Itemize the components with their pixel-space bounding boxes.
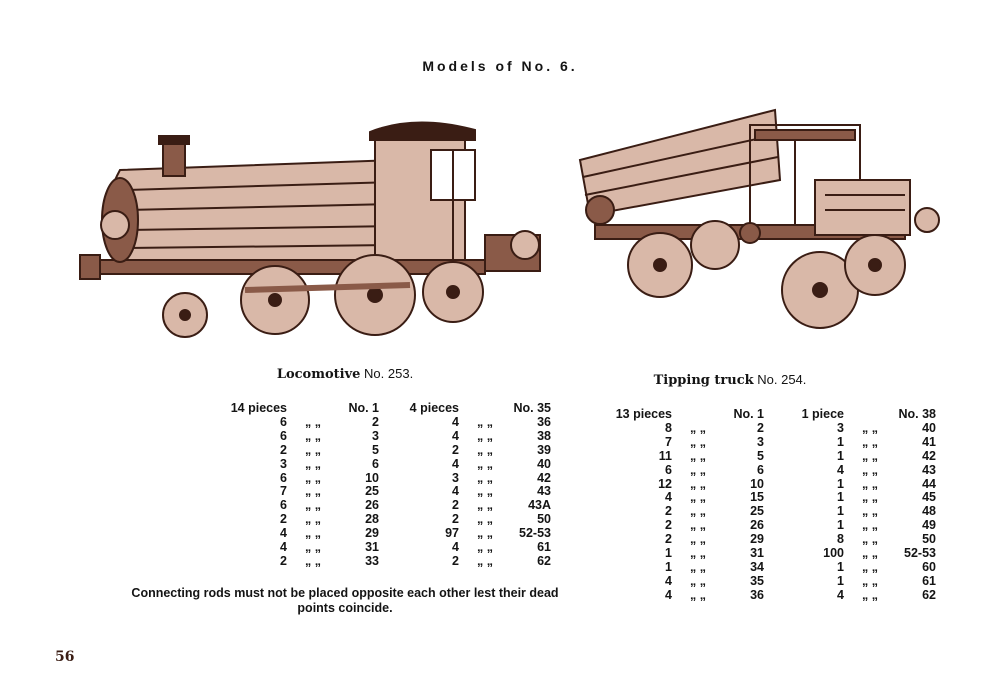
part-number: No. 38 [898, 407, 936, 421]
parts-count: 2 [452, 442, 459, 457]
parts-count: 1 piece [801, 407, 844, 421]
part-number: 36 [537, 414, 551, 429]
parts-count: 4 pieces [409, 401, 459, 415]
ditto-marks: „ „ [862, 573, 878, 588]
parts-row [610, 450, 936, 464]
part-number: 29 [365, 526, 379, 541]
ditto-marks: „ „ [690, 532, 706, 547]
ditto-marks: „ „ [690, 490, 706, 505]
parts-count: 4 [452, 540, 459, 555]
part-number: No. 35 [513, 401, 551, 415]
parts-row [225, 430, 551, 444]
locomotive-illustration [75, 110, 545, 360]
parts-count: 3 [280, 456, 287, 471]
locomotive-caption [240, 366, 450, 382]
column-gap [379, 513, 397, 527]
parts-count: 1 [665, 559, 672, 574]
parts-row [610, 464, 936, 478]
parts-row [610, 422, 936, 436]
part-number: 49 [922, 518, 936, 533]
parts-count: 4 [665, 573, 672, 588]
part-number: 50 [922, 532, 936, 547]
parts-count: 2 [452, 553, 459, 568]
tipping-truck-name: Tipping truck [653, 373, 754, 388]
column-gap [764, 505, 782, 519]
parts-count: 97 [445, 526, 459, 541]
parts-count: 7 [665, 434, 672, 449]
page-number: 56 [55, 649, 75, 665]
ditto-marks: „ „ [862, 532, 878, 547]
part-number: 26 [750, 518, 764, 533]
part-number: 15 [750, 490, 764, 505]
ditto-marks: „ „ [862, 587, 878, 602]
parts-count: 1 [837, 518, 844, 533]
parts-count: 8 [665, 420, 672, 435]
column-gap [379, 485, 397, 499]
part-number: 6 [372, 456, 379, 471]
parts-row [225, 485, 551, 499]
parts-count: 1 [837, 490, 844, 505]
part-number: 43A [528, 498, 551, 513]
parts-count: 6 [280, 498, 287, 513]
column-gap [764, 422, 782, 436]
parts-count: 4 [837, 587, 844, 602]
parts-count: 4 [452, 484, 459, 499]
column-gap [379, 499, 397, 513]
part-number: 33 [365, 553, 379, 568]
ditto-marks: „ „ [305, 540, 321, 555]
ditto-marks: „ „ [477, 484, 493, 499]
parts-count: 3 [837, 420, 844, 435]
part-number: No. 1 [348, 401, 379, 415]
column-gap [764, 533, 782, 547]
ditto-marks: „ „ [305, 428, 321, 443]
parts-count: 6 [280, 428, 287, 443]
column-gap [764, 436, 782, 450]
parts-count: 13 pieces [615, 407, 672, 421]
ditto-marks: „ „ [305, 456, 321, 471]
ditto-marks: „ „ [862, 420, 878, 435]
part-number: 25 [750, 504, 764, 519]
parts-row [610, 478, 936, 492]
parts-row [225, 499, 551, 513]
parts-count: 4 [665, 587, 672, 602]
part-number: 36 [750, 587, 764, 602]
parts-row [225, 458, 551, 472]
tipping-truck-caption [620, 372, 840, 388]
parts-count: 4 [452, 428, 459, 443]
parts-count: 2 [665, 532, 672, 547]
tipping-truck-illustration [575, 105, 940, 345]
column-gap [379, 527, 397, 541]
ditto-marks: „ „ [690, 573, 706, 588]
ditto-marks: „ „ [477, 428, 493, 443]
ditto-marks: „ „ [477, 442, 493, 457]
part-number: 3 [372, 428, 379, 443]
part-number: 3 [757, 434, 764, 449]
ditto-marks: „ „ [305, 526, 321, 541]
column-gap [379, 555, 397, 569]
column-gap [379, 402, 397, 416]
parts-count: 6 [280, 414, 287, 429]
ditto-marks: „ „ [862, 490, 878, 505]
parts-row [610, 436, 936, 450]
parts-row [225, 444, 551, 458]
ditto-marks: „ „ [862, 504, 878, 519]
parts-count: 4 [837, 462, 844, 477]
ditto-marks: „ „ [690, 504, 706, 519]
ditto-marks: „ „ [862, 448, 878, 463]
tipping-truck-number: No. 254. [757, 372, 807, 387]
parts-count: 2 [280, 553, 287, 568]
part-number: 62 [922, 587, 936, 602]
parts-count: 4 [452, 414, 459, 429]
part-number: 26 [365, 498, 379, 513]
part-number: 40 [537, 456, 551, 471]
part-number: 28 [365, 512, 379, 527]
part-number: 43 [922, 462, 936, 477]
part-number: 42 [922, 448, 936, 463]
locomotive-parts-table [225, 402, 551, 569]
parts-row [225, 402, 551, 416]
ditto-marks: „ „ [690, 546, 706, 561]
parts-count: 2 [280, 512, 287, 527]
ditto-marks: „ „ [862, 434, 878, 449]
parts-count: 1 [837, 573, 844, 588]
ditto-marks: „ „ [690, 587, 706, 602]
part-number: 41 [922, 434, 936, 449]
ditto-marks: „ „ [305, 498, 321, 513]
column-gap [764, 561, 782, 575]
ditto-marks: „ „ [477, 553, 493, 568]
column-gap [764, 519, 782, 533]
ditto-marks: „ „ [305, 470, 321, 485]
parts-count: 1 [837, 434, 844, 449]
column-gap [764, 478, 782, 492]
parts-count: 1 [837, 504, 844, 519]
parts-row [610, 491, 936, 505]
parts-count: 3 [452, 470, 459, 485]
parts-row [610, 547, 936, 561]
column-gap [379, 444, 397, 458]
column-gap [764, 408, 782, 422]
ditto-marks: „ „ [690, 420, 706, 435]
parts-count: 11 [658, 448, 672, 463]
parts-count: 2 [665, 504, 672, 519]
part-number: 52-53 [519, 526, 551, 541]
part-number: 50 [537, 512, 551, 527]
parts-row [610, 589, 936, 603]
parts-count: 7 [280, 484, 287, 499]
ditto-marks: „ „ [862, 518, 878, 533]
parts-count: 1 [837, 448, 844, 463]
ditto-marks: „ „ [862, 559, 878, 574]
ditto-marks: „ „ [477, 498, 493, 513]
parts-count: 4 [280, 540, 287, 555]
column-gap [379, 430, 397, 444]
part-number: 62 [537, 553, 551, 568]
part-number: 42 [537, 470, 551, 485]
parts-row [225, 555, 551, 569]
parts-count: 6 [280, 470, 287, 485]
parts-count: 1 [665, 546, 672, 561]
ditto-marks: „ „ [305, 512, 321, 527]
part-number: 45 [922, 490, 936, 505]
locomotive-name: Locomotive [276, 367, 361, 382]
part-number: 61 [537, 540, 551, 555]
column-gap [764, 491, 782, 505]
part-number: 5 [372, 442, 379, 457]
ditto-marks: „ „ [862, 546, 878, 561]
ditto-marks: „ „ [690, 462, 706, 477]
part-number: 52-53 [904, 546, 936, 561]
column-gap [764, 589, 782, 603]
ditto-marks [459, 402, 511, 416]
ditto-marks: „ „ [477, 470, 493, 485]
parts-row [225, 527, 551, 541]
parts-row [225, 472, 551, 486]
parts-count: 100 [823, 546, 844, 561]
part-number: 39 [537, 442, 551, 457]
part-number: 61 [922, 573, 936, 588]
part-number: 10 [750, 476, 764, 491]
part-number: 29 [750, 532, 764, 547]
ditto-marks: „ „ [690, 559, 706, 574]
column-gap [379, 458, 397, 472]
ditto-marks: „ „ [305, 484, 321, 499]
ditto-marks: „ „ [690, 434, 706, 449]
ditto-marks: „ „ [477, 512, 493, 527]
parts-count: 1 [837, 476, 844, 491]
column-gap [379, 472, 397, 486]
connecting-rods-note: Connecting rods must not be placed opposite each other lest their dead points coincide. [131, 586, 559, 615]
ditto-marks: „ „ [477, 414, 493, 429]
ditto-marks: „ „ [477, 526, 493, 541]
column-gap [764, 464, 782, 478]
part-number: 40 [922, 420, 936, 435]
part-number: 5 [757, 448, 764, 463]
parts-row [610, 575, 936, 589]
ditto-marks [672, 408, 724, 422]
tipping-truck-parts-table [610, 408, 936, 603]
ditto-marks: „ „ [690, 518, 706, 533]
parts-row [225, 541, 551, 555]
part-number: 6 [757, 462, 764, 477]
ditto-marks: „ „ [305, 553, 321, 568]
part-number: 38 [537, 428, 551, 443]
locomotive-drawing [80, 122, 540, 337]
column-gap [764, 575, 782, 589]
ditto-marks [844, 408, 896, 422]
parts-count: 14 pieces [230, 401, 287, 415]
part-number: 60 [922, 559, 936, 574]
parts-count: 2 [280, 442, 287, 457]
parts-count: 12 [658, 476, 672, 491]
column-gap [764, 547, 782, 561]
parts-count: 4 [665, 490, 672, 505]
parts-count: 4 [280, 526, 287, 541]
ditto-marks: „ „ [862, 462, 878, 477]
parts-row [225, 416, 551, 430]
tipping-truck-drawing [580, 110, 939, 328]
parts-count: 2 [452, 498, 459, 513]
parts-count: 1 [837, 559, 844, 574]
parts-count: 2 [452, 512, 459, 527]
part-number: 44 [922, 476, 936, 491]
ditto-marks [287, 402, 339, 416]
ditto-marks: „ „ [862, 476, 878, 491]
parts-row [610, 408, 936, 422]
part-number: 2 [757, 420, 764, 435]
part-number: 48 [922, 504, 936, 519]
part-number: 31 [365, 540, 379, 555]
ditto-marks: „ „ [690, 448, 706, 463]
parts-row [225, 513, 551, 527]
part-number: 2 [372, 414, 379, 429]
column-gap [764, 450, 782, 464]
parts-count: 8 [837, 532, 844, 547]
parts-count: 4 [452, 456, 459, 471]
ditto-marks: „ „ [305, 442, 321, 457]
part-number: 10 [365, 470, 379, 485]
column-gap [379, 416, 397, 430]
part-number: No. 1 [733, 407, 764, 421]
ditto-marks: „ „ [305, 414, 321, 429]
parts-count: 6 [665, 462, 672, 477]
part-number: 25 [365, 484, 379, 499]
parts-count: 2 [665, 518, 672, 533]
ditto-marks: „ „ [690, 476, 706, 491]
part-number: 34 [750, 559, 764, 574]
part-number: 35 [750, 573, 764, 588]
page-title: Models of No. 6. [422, 58, 578, 74]
parts-row [610, 561, 936, 575]
ditto-marks: „ „ [477, 456, 493, 471]
column-gap [379, 541, 397, 555]
locomotive-number: No. 253. [364, 366, 414, 381]
ditto-marks: „ „ [477, 540, 493, 555]
part-number: 31 [750, 546, 764, 561]
parts-row [610, 533, 936, 547]
part-number: 43 [537, 484, 551, 499]
parts-row [610, 519, 936, 533]
parts-row [610, 505, 936, 519]
